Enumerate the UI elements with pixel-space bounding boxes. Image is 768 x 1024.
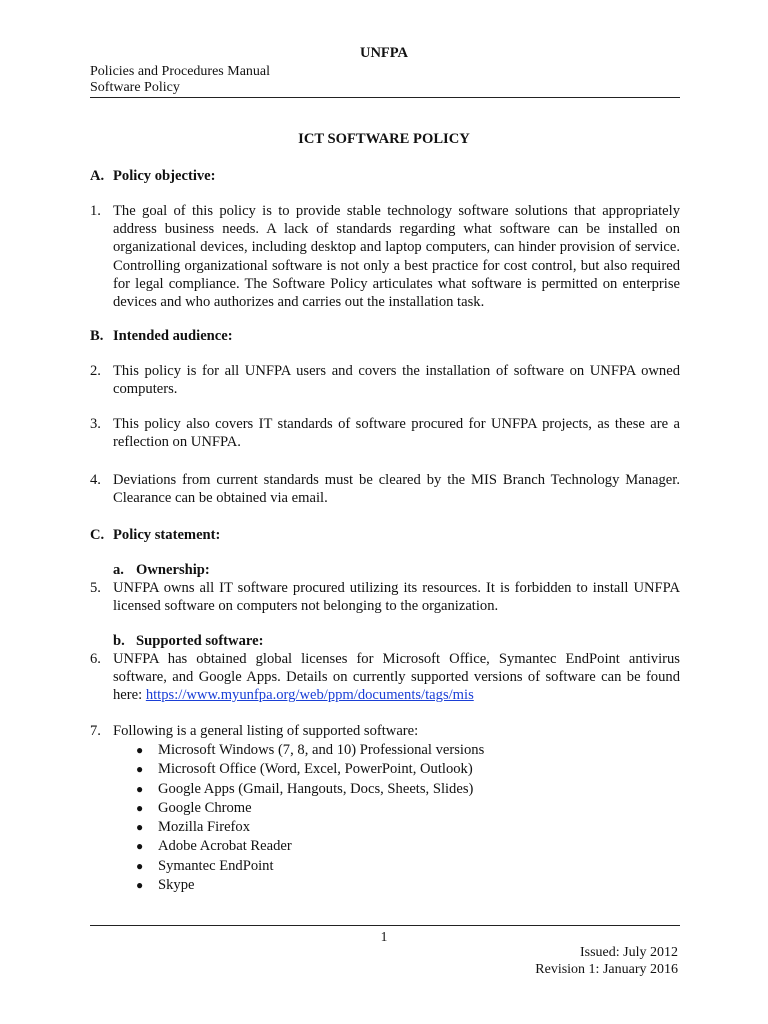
paragraph-text: Deviations from current standards must be cleared by the MIS Branch Technology Manager. Clearance can be obtained via email. [113, 472, 680, 507]
bullet-icon: ● [136, 762, 144, 777]
subsection-a-heading [113, 561, 210, 579]
bullet-icon: ● [136, 839, 144, 854]
page-title: ICT SOFTWARE POLICY [298, 131, 470, 147]
manual-title: Policies and Procedures Manual [90, 64, 271, 79]
subsection-b-label: b. [113, 633, 125, 649]
paragraph-2 [90, 362, 680, 398]
paragraph-6-body: UNFPA has obtained global licenses for Microsoft Office, Symantec EndPoint antivirus software, and Google Apps. Details on currently supported versions of software can be found here: [113, 651, 680, 704]
software-name: Skype [158, 877, 195, 894]
paragraph-1 [90, 202, 680, 311]
paragraph-6 [90, 650, 680, 705]
paragraph-text [113, 650, 680, 705]
paragraph-number: 5. [90, 580, 101, 596]
software-name: Mozilla Firefox [158, 819, 251, 836]
software-name: Symantec EndPoint [158, 857, 274, 874]
section-c-title: Policy statement: [113, 527, 221, 543]
section-c-heading [90, 526, 220, 544]
software-name: Microsoft Windows (7, 8, and 10) Professional versions [158, 742, 485, 758]
subsection-b-heading [113, 632, 263, 650]
section-b-title: Intended audience: [113, 328, 233, 344]
revision-date: Revision 1: January 2016 [535, 962, 678, 977]
paragraph-number: 2. [90, 363, 101, 379]
supported-software-list [136, 741, 484, 895]
issued-date: Issued: July 2012 [580, 945, 678, 960]
paragraph-number: 4. [90, 472, 101, 488]
software-name: Microsoft Office (Word, Excel, PowerPoint, Outlook) [158, 761, 473, 778]
section-c-label: C. [90, 527, 105, 543]
paragraph-number: 7. [90, 723, 101, 739]
paragraph-4 [90, 471, 680, 507]
paragraph-7 [90, 722, 680, 740]
document-org-header: UNFPA [359, 45, 409, 61]
software-name: Google Chrome [158, 799, 252, 816]
paragraph-number: 3. [90, 416, 101, 432]
bullet-icon: ● [136, 781, 144, 796]
section-b-heading [90, 327, 233, 345]
page-number: 1 [380, 929, 388, 944]
bullet-icon: ● [136, 878, 144, 893]
list-item [136, 760, 484, 779]
list-item [136, 837, 484, 856]
paragraph-3 [90, 415, 680, 451]
header-divider [90, 97, 680, 98]
list-item [136, 857, 484, 876]
paragraph-text: Following is a general listing of supported software: [113, 723, 419, 739]
subsection-a-label: a. [113, 562, 124, 578]
paragraph-number: 1. [90, 203, 101, 219]
list-item [136, 818, 484, 837]
list-item [136, 799, 484, 818]
list-item [136, 780, 484, 799]
list-item [136, 876, 484, 895]
issue-info [535, 944, 678, 978]
bullet-icon: ● [136, 743, 144, 757]
paragraph-text: This policy also covers IT standards of software procured for UNFPA projects, as these are a reflection on UNFPA. [113, 416, 680, 451]
footer-divider [90, 925, 680, 926]
mis-documents-link[interactable]: https://www.myunfpa.org/web/ppm/documents/tags/mis [145, 687, 474, 704]
section-a-label: A. [90, 168, 105, 184]
paragraph-text: UNFPA owns all IT software procured utilizing its resources. It is forbidden to install UNFPA licensed software on computers not belonging to the organization. [113, 580, 680, 615]
bullet-icon: ● [136, 858, 144, 873]
list-item [136, 741, 484, 760]
section-b-label: B. [90, 328, 104, 344]
subsection-b-title: Supported software: [136, 633, 264, 649]
software-name: Adobe Acrobat Reader [158, 838, 292, 855]
paragraph-5 [90, 579, 680, 615]
paragraph-text: The goal of this policy is to provide stable technology software solutions that appropriately address business needs. A lack of standards regarding what software can be installed on organizational devices, including desktop and laptop computers, can hinder provision of service. Controlling organizational software is not only a best practice for cost control, but also required for legal compliance. The Software Policy articulates what software is permitted on enterprise devices and who authorizes and carries out the installation task. [113, 203, 680, 311]
paragraph-text: This policy is for all UNFPA users and covers the installation of software on UNFPA owned computers. [113, 363, 680, 398]
section-a-title: Policy objective: [113, 168, 216, 184]
paragraph-number: 6. [90, 651, 101, 667]
policy-subtitle: Software Policy [90, 80, 180, 95]
section-a-heading [90, 167, 216, 185]
software-name: Google Apps (Gmail, Hangouts, Docs, Sheets, Slides) [158, 780, 474, 797]
subsection-a-title: Ownership: [136, 562, 210, 578]
bullet-icon: ● [136, 820, 144, 835]
bullet-icon: ● [136, 800, 144, 815]
